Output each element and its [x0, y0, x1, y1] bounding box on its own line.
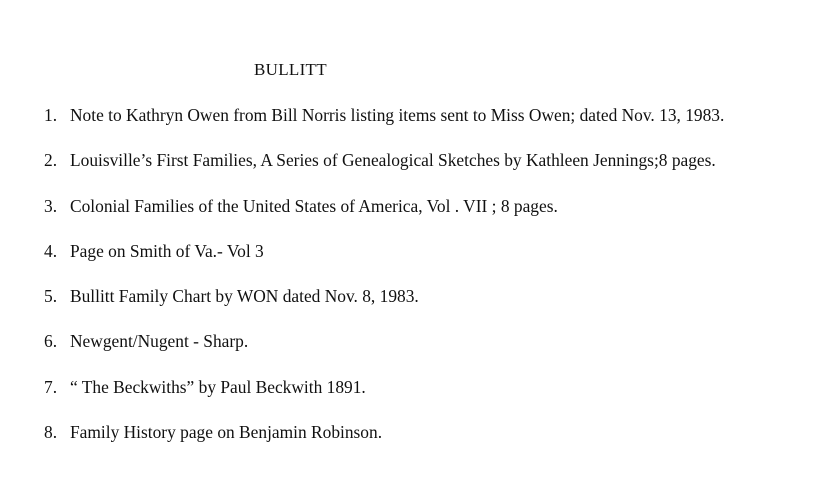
item-text: Page on Smith of Va.- Vol 3	[70, 240, 264, 261]
item-number: 5.	[44, 286, 58, 307]
item-text: “ The Beckwiths” by Paul Beckwith 1891.	[70, 376, 366, 397]
list-item	[44, 104, 829, 149]
item-text: Colonial Families of the United States of America, Vol . VII ; 8 pages.	[70, 195, 558, 216]
list-item	[44, 330, 829, 375]
item-text: Louisville’s First Families, A Series of Genealogical Sketches by Kathleen Jennings;8 pages.	[70, 150, 716, 171]
item-number: 4.	[44, 240, 58, 261]
list-item	[44, 421, 829, 466]
item-number: 3.	[44, 195, 58, 216]
item-list	[44, 104, 829, 466]
item-number: 6.	[44, 331, 58, 352]
document-title: BULLITT	[254, 60, 327, 79]
list-item	[44, 149, 829, 194]
item-text: Newgent/Nugent - Sharp.	[70, 331, 249, 352]
item-number: 2.	[44, 150, 58, 171]
list-item	[44, 240, 829, 285]
list-item	[44, 376, 829, 421]
list-item	[44, 285, 829, 330]
list-item	[44, 195, 829, 240]
item-text: Note to Kathryn Owen from Bill Norris listing items sent to Miss Owen; dated Nov. 13, 1983.	[70, 105, 725, 125]
item-number: 1.	[44, 105, 58, 125]
item-text: Bullitt Family Chart by WON dated Nov. 8, 1983.	[70, 286, 419, 307]
item-number: 7.	[44, 376, 58, 397]
item-text: Family History page on Benjamin Robinson.	[70, 422, 383, 443]
item-number: 8.	[44, 422, 58, 443]
